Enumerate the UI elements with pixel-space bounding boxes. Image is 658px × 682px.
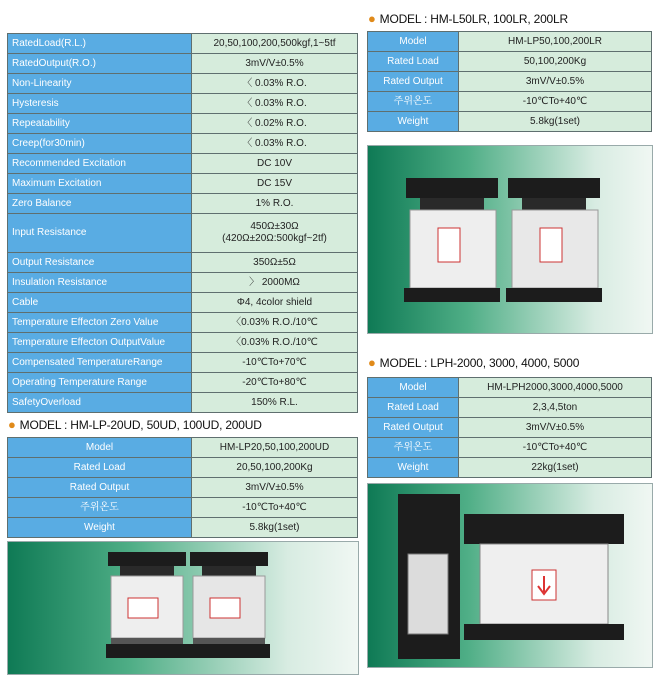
spec-label: 주위온도 bbox=[8, 498, 192, 518]
model_l50lr-row bbox=[368, 32, 652, 52]
model_lp-row bbox=[8, 498, 358, 518]
model-lp-table bbox=[7, 437, 358, 538]
spec-value-line: 450Ω±30Ω bbox=[250, 221, 299, 232]
spec-row-safetyoverload bbox=[8, 393, 358, 413]
model-lph-photo bbox=[367, 483, 653, 668]
spec-label: Temperature Effecton Zero Value bbox=[8, 313, 192, 333]
spec-label: Zero Balance bbox=[8, 194, 192, 214]
spec-row-temperature-effecton-outputvalue bbox=[8, 333, 358, 353]
model_l50lr-row bbox=[368, 92, 652, 112]
model_lph-row bbox=[368, 378, 652, 398]
spec-value: -10℃To+70℃ bbox=[192, 353, 358, 373]
bullet-icon: ● bbox=[8, 417, 16, 432]
spec-row-insulation-resistance bbox=[8, 273, 358, 293]
spec-value: 〈 0.03% R.O. bbox=[192, 134, 358, 154]
model-lph-table bbox=[367, 377, 652, 478]
spec-value: 5.8kg(1set) bbox=[459, 112, 652, 132]
spec-value: Φ4, 4color shield bbox=[192, 293, 358, 313]
spec-value: 〈 0.03% R.O. bbox=[192, 74, 358, 94]
spec-value: HM-LP50,100,200LR bbox=[459, 32, 652, 52]
model-l50lr-table bbox=[367, 31, 652, 132]
spec-row-cable bbox=[8, 293, 358, 313]
model_lph-row bbox=[368, 398, 652, 418]
spec-label: 주위온도 bbox=[368, 92, 459, 112]
spec-label: Hysteresis bbox=[8, 94, 192, 114]
model_lp-row bbox=[8, 438, 358, 458]
model-lp-photo bbox=[7, 541, 359, 675]
spec-label: Model bbox=[368, 378, 459, 398]
spec-value: 3mV/V±0.5% bbox=[192, 478, 358, 498]
spec-value-line: (420Ω±20Ω:500kgf~2tf) bbox=[222, 233, 327, 244]
spec-row-hysteresis bbox=[8, 94, 358, 114]
spec-row-recommended-excitation bbox=[8, 154, 358, 174]
model-lph-title bbox=[368, 355, 579, 370]
spec-label: Rated Load bbox=[368, 52, 459, 72]
model_l50lr-row bbox=[368, 72, 652, 92]
spec-row-temperature-effecton-zero-value bbox=[8, 313, 358, 333]
spec-label: Weight bbox=[368, 458, 459, 478]
spec-label: Repeatability bbox=[8, 114, 192, 134]
spec-row-maximum-excitation bbox=[8, 174, 358, 194]
spec-label: Rated Load bbox=[368, 398, 459, 418]
spec-value: 20,50,100,200Kg bbox=[192, 458, 358, 478]
model_lp-row bbox=[8, 458, 358, 478]
spec-label: Temperature Effecton OutputValue bbox=[8, 333, 192, 353]
spec-label: Operating Temperature Range bbox=[8, 373, 192, 393]
model-lp-title bbox=[8, 417, 262, 432]
spec-label: Creep(for30min) bbox=[8, 134, 192, 154]
spec-label: Rated Output bbox=[368, 72, 459, 92]
spec-row-compensated-temperaturerange bbox=[8, 353, 358, 373]
model_lph-row bbox=[368, 438, 652, 458]
spec-label: 주위온도 bbox=[368, 438, 459, 458]
spec-row-non-linearity bbox=[8, 74, 358, 94]
spec-value: 20,50,100,200,500kgf,1~5tf bbox=[192, 34, 358, 54]
spec-label: Rated Load bbox=[8, 458, 192, 478]
spec-label: Recommended Excitation bbox=[8, 154, 192, 174]
spec-value: 〈 0.03% R.O. bbox=[192, 94, 358, 114]
spec-value: 22kg(1set) bbox=[459, 458, 652, 478]
model_l50lr-row bbox=[368, 52, 652, 72]
spec-value: 3mV/V±0.5% bbox=[459, 72, 652, 92]
spec-row-ratedoutput-r-o bbox=[8, 54, 358, 74]
spec-label: Rated Output bbox=[8, 478, 192, 498]
spec-row-ratedload-r-l bbox=[8, 34, 358, 54]
spec-value: DC 10V bbox=[192, 154, 358, 174]
spec-label: SafetyOverload bbox=[8, 393, 192, 413]
spec-value: HM-LPH2000,3000,4000,5000 bbox=[459, 378, 652, 398]
model-l50lr-photo bbox=[367, 145, 653, 334]
spec-value: -10℃To+40℃ bbox=[192, 498, 358, 518]
spec-label: Model bbox=[368, 32, 459, 52]
spec-row-output-resistance bbox=[8, 253, 358, 273]
spec-value: 150% R.L. bbox=[192, 393, 358, 413]
spec-label: RatedOutput(R.O.) bbox=[8, 54, 192, 74]
spec-row-zero-balance bbox=[8, 194, 358, 214]
spec-value: HM-LP20,50,100,200UD bbox=[192, 438, 358, 458]
spec-value: DC 15V bbox=[192, 174, 358, 194]
model_lp-row bbox=[8, 478, 358, 498]
model-lp-title-text: MODEL : HM-LP-20UD, 50UD, 100UD, 200UD bbox=[19, 418, 262, 432]
spec-value: -10℃To+40℃ bbox=[459, 438, 652, 458]
main-spec-table bbox=[7, 33, 358, 413]
spec-label: Weight bbox=[368, 112, 459, 132]
model-l50lr-title bbox=[368, 11, 568, 26]
spec-label: Compensated TemperatureRange bbox=[8, 353, 192, 373]
spec-row-input-resistance bbox=[8, 214, 358, 253]
spec-row-creep-for30min bbox=[8, 134, 358, 154]
model_l50lr-row bbox=[368, 112, 652, 132]
spec-label: Weight bbox=[8, 518, 192, 538]
spec-row-repeatability bbox=[8, 114, 358, 134]
spec-value: 1% R.O. bbox=[192, 194, 358, 214]
spec-value: 5.8kg(1set) bbox=[192, 518, 358, 538]
spec-value: 3mV/V±0.5% bbox=[459, 418, 652, 438]
spec-label: Input Resistance bbox=[8, 214, 192, 253]
model_lph-row bbox=[368, 458, 652, 478]
spec-label: Model bbox=[8, 438, 192, 458]
model_lph-row bbox=[368, 418, 652, 438]
spec-label: Maximum Excitation bbox=[8, 174, 192, 194]
spec-value: -10℃To+40℃ bbox=[459, 92, 652, 112]
model_lp-row bbox=[8, 518, 358, 538]
spec-value: 3mV/V±0.5% bbox=[192, 54, 358, 74]
spec-value: 50,100,200Kg bbox=[459, 52, 652, 72]
bullet-icon: ● bbox=[368, 11, 376, 26]
spec-value: 〈 0.02% R.O. bbox=[192, 114, 358, 134]
spec-label: Rated Output bbox=[368, 418, 459, 438]
spec-label: Cable bbox=[8, 293, 192, 313]
spec-value: -20℃To+80℃ bbox=[192, 373, 358, 393]
spec-label: Output Resistance bbox=[8, 253, 192, 273]
spec-value: 〉 2000MΩ bbox=[192, 273, 358, 293]
spec-value: 〈0.03% R.O./10℃ bbox=[192, 313, 358, 333]
spec-row-operating-temperature-range bbox=[8, 373, 358, 393]
spec-value: 2,3,4,5ton bbox=[459, 398, 652, 418]
spec-label: Non-Linearity bbox=[8, 74, 192, 94]
spec-value bbox=[192, 214, 358, 253]
model-l50lr-title-text: MODEL : HM-L50LR, 100LR, 200LR bbox=[379, 12, 568, 26]
model-lph-title-text: MODEL : LPH-2000, 3000, 4000, 5000 bbox=[379, 356, 580, 370]
spec-label: RatedLoad(R.L.) bbox=[8, 34, 192, 54]
spec-label: Insulation Resistance bbox=[8, 273, 192, 293]
bullet-icon: ● bbox=[368, 355, 376, 370]
spec-value: 〈0.03% R.O./10℃ bbox=[192, 333, 358, 353]
spec-value: 350Ω±5Ω bbox=[192, 253, 358, 273]
